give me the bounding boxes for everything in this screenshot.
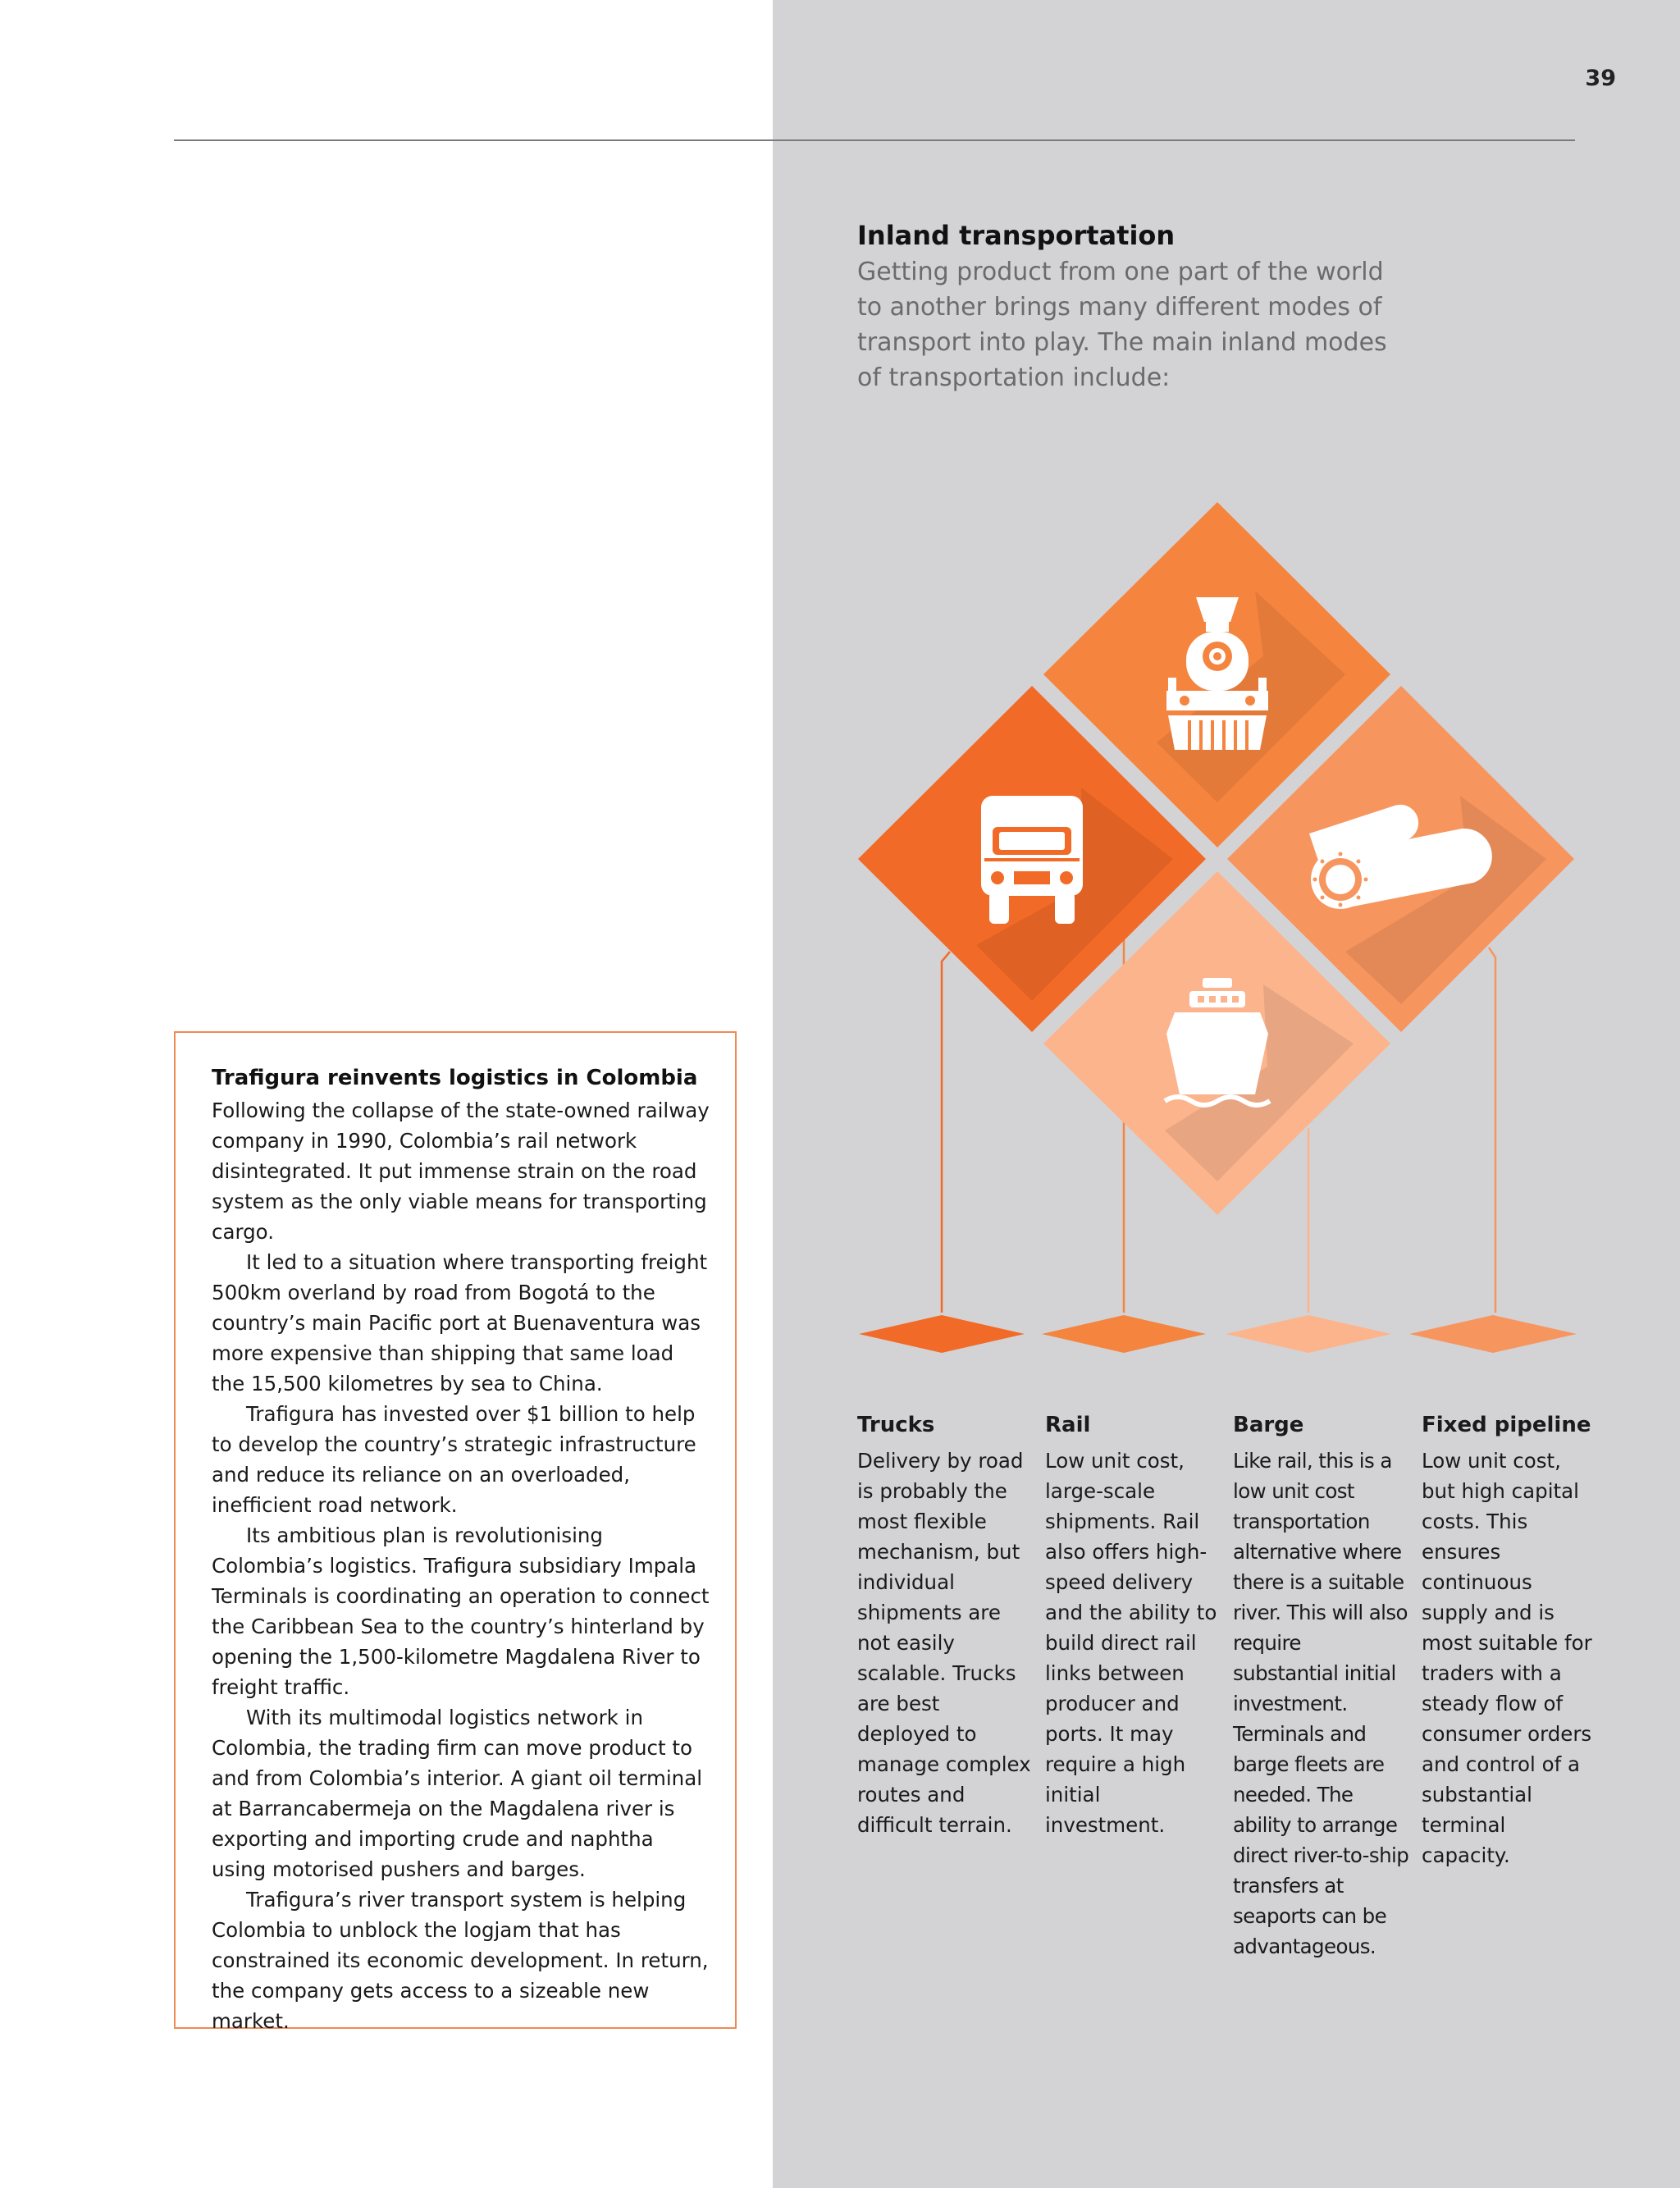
- mode-column-rail: [1045, 1413, 1221, 1840]
- mode-title-rail: Rail: [1045, 1413, 1091, 1437]
- mode-text-rail: Low unit cost, large-scale shipments. Rail also offers high-speed delivery and the ability to build direct rail links between producer and ports. It may require a high initial investment.: [1045, 1449, 1217, 1837]
- case-study-paragraph: With its multimodal logistics network in Colombia, the trading firm can move product to and from Colombia’s interior. A giant oil terminal at Barrancabermeja on the Magdalena river is exporting and importing crude and naphtha using motorised pushers and barges.: [212, 1706, 703, 1881]
- mode-title-barge: Barge: [1233, 1413, 1304, 1437]
- case-study-title: Trafigura reinvents logistics in Colombia: [212, 1066, 698, 1090]
- case-study-paragraph: It led to a situation where transporting freight 500km overland by road from Bogotá to the country’s main Pacific port at Buenaventura was more expensive than shipping that same load the 15,500 kilometres by sea to China.: [212, 1250, 708, 1395]
- section-intro: Getting product from one part of the world to another brings many different modes of transport into play. The main inland modes of transportation include:: [857, 258, 1387, 392]
- case-study-paragraph: Its ambitious plan is revolutionising Colombia’s logistics. Trafigura subsidiary Impala Terminals is coordinating an operation to connect the Caribbean Sea to the country’s hinterland by opening the 1,500-kilometre Magdalena River to freight traffic.: [212, 1523, 710, 1699]
- mode-text-barge: Like rail, this is a low unit cost transportation alternative where there is a suitable river. This will also require substantial initial investment. Terminals and barge fleets are needed. The ability to arrange direct river-to-ship transfers at seaports can be advantageous.: [1233, 1449, 1409, 1958]
- rail-base-diamond: [1042, 1315, 1206, 1353]
- mode-column-trucks: [857, 1413, 1034, 1840]
- trucks-base-diamond: [859, 1315, 1025, 1353]
- transport-modes-infographic: [845, 492, 1583, 1362]
- pipeline-base-diamond: [1409, 1315, 1577, 1353]
- mode-column-barge: [1233, 1413, 1409, 1962]
- case-study-box: [174, 1031, 737, 2033]
- mode-title-trucks: Trucks: [857, 1413, 935, 1437]
- page-number: 39: [1585, 66, 1616, 91]
- base-diamonds: [859, 1315, 1577, 1353]
- section-title: Inland transportation: [857, 220, 1176, 251]
- mode-column-pipeline: [1422, 1413, 1598, 1871]
- barge-base-diamond: [1226, 1315, 1391, 1353]
- case-study-paragraph: Trafigura has invested over $1 billion to help to develop the country’s strategic infrastructure and reduce its reliance on an overloaded, inefficient road network.: [212, 1402, 696, 1517]
- case-study-paragraph: Following the collapse of the state-owned railway company in 1990, Colombia’s rail network disintegrated. It put immense strain on the road system as the only viable means for transporting cargo.: [212, 1099, 710, 1244]
- case-study-paragraph: Trafigura’s river transport system is helping Colombia to unblock the logjam that has constrained its economic development. In return, the company gets access to a sizeable new market.: [212, 1888, 709, 2033]
- mode-text-trucks: Delivery by road is probably the most flexible mechanism, but individual shipments are not easily scalable. Trucks are best deployed to manage complex routes and difficult terrain.: [857, 1449, 1031, 1837]
- header-rule: [174, 139, 1575, 141]
- mode-title-pipeline: Fixed pipeline: [1422, 1413, 1591, 1437]
- case-study-body: [212, 1095, 712, 2036]
- mode-text-pipeline: Low unit cost, but high capital costs. This ensures continuous supply and is most suitable for traders with a steady flow of consumer orders and control of a substantial terminal capacity.: [1422, 1449, 1592, 1867]
